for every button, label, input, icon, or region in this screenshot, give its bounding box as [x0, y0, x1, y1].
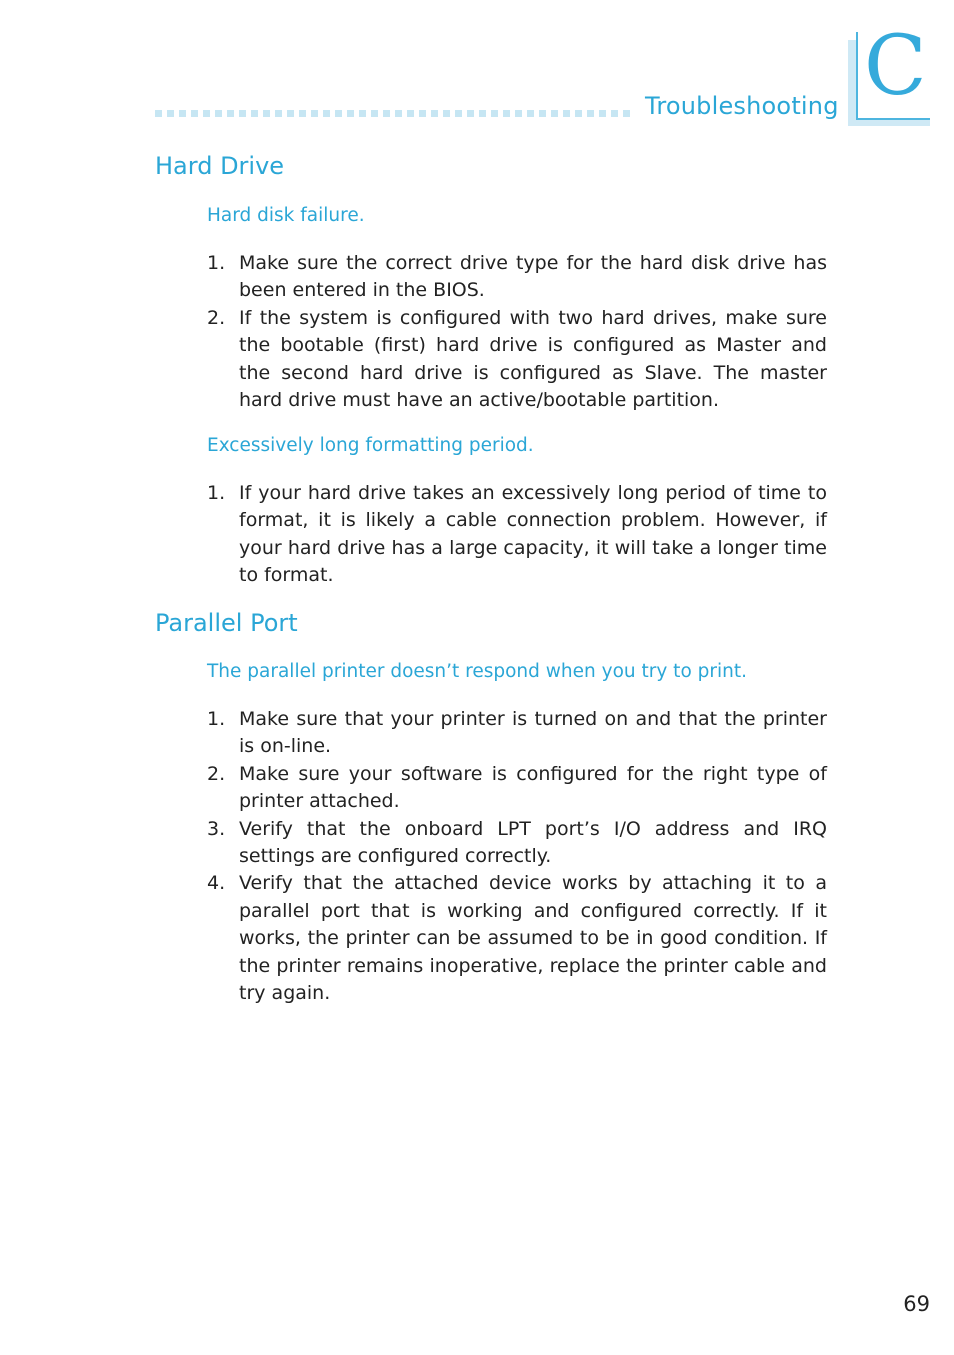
header-dot	[395, 110, 402, 117]
subsection-title-long-formatting: Excessively long formatting period.	[207, 435, 534, 456]
section-title-parallel-port: Parallel Port	[155, 609, 298, 637]
header-dot	[467, 110, 474, 117]
header-dot	[455, 110, 462, 117]
header-dot	[515, 110, 522, 117]
chapter-tab-border-left	[856, 32, 858, 120]
header-dot	[539, 110, 546, 117]
header-dot	[179, 110, 186, 117]
list-item	[207, 480, 827, 590]
list-item-number: 3.	[207, 817, 226, 840]
list-item	[207, 870, 827, 1007]
running-header-title: Troubleshooting	[645, 92, 839, 120]
list-item	[207, 706, 827, 761]
list-item	[207, 816, 827, 871]
header-dot	[263, 110, 270, 117]
header-dot	[611, 110, 618, 117]
header-dot	[359, 110, 366, 117]
header-dot	[599, 110, 606, 117]
header-dot	[215, 110, 222, 117]
list-item-text: Make sure that your printer is turned on and that the printer is on-line.	[239, 708, 827, 758]
subsection-title-printer-no-response: The parallel printer doesn’t respond when you try to print.	[207, 661, 747, 682]
chapter-tab-shadow-bottom	[848, 120, 930, 126]
header-dot	[407, 110, 414, 117]
header-dot	[239, 110, 246, 117]
header-dot	[287, 110, 294, 117]
header-dot	[503, 110, 510, 117]
list-item-text: Make sure the correct drive type for the hard disk drive has been entered in the BIOS.	[239, 252, 827, 302]
header-dot	[155, 110, 162, 117]
list-item	[207, 250, 827, 305]
list-item-text: Verify that the onboard LPT port’s I/O address and IRQ settings are configured correctly.	[239, 817, 827, 868]
header-dot	[323, 110, 330, 117]
list-item-number: 2.	[207, 762, 226, 785]
header-dot	[575, 110, 582, 117]
header-dot	[191, 110, 198, 117]
header-dot	[551, 110, 558, 117]
chapter-tab-shadow	[848, 40, 856, 126]
list-long-formatting	[207, 480, 827, 590]
header-dot	[563, 110, 570, 117]
header-dot	[251, 110, 258, 117]
list-printer-no-response	[207, 706, 827, 1007]
page-number: 69	[903, 1292, 930, 1316]
header-dot	[443, 110, 450, 117]
section-title-hard-drive: Hard Drive	[155, 152, 285, 180]
list-item-number: 4.	[207, 872, 226, 895]
list-item-text: Make sure your software is configured for the right type of printer attached.	[239, 762, 827, 813]
list-item-text: If the system is configured with two hard drives, make sure the bootable (first) hard drive is configured as Master and the second hard drive is configured as Slave. The master hard drive must have an active/bootable partition.	[239, 306, 827, 412]
header-dot	[419, 110, 426, 117]
header-dot	[227, 110, 234, 117]
list-item	[207, 305, 827, 415]
header-dot	[431, 110, 438, 117]
header-dot	[167, 110, 174, 117]
list-item-number: 1.	[207, 252, 226, 274]
header-dot	[335, 110, 342, 117]
header-dot	[275, 110, 282, 117]
header-dot	[347, 110, 354, 117]
header-dot	[491, 110, 498, 117]
subsection-title-hard-disk-failure: Hard disk failure.	[207, 205, 365, 226]
header-dotted-rule	[155, 110, 640, 118]
list-hard-disk-failure	[207, 250, 827, 414]
chapter-letter: C	[864, 19, 927, 114]
chapter-tab-border-bottom	[856, 118, 930, 120]
list-item-text: Verify that the attached device works by attaching it to a parallel port that is working and configured correctly. If it works, the printer can be assumed to be in good condition. If the printer remains inoperative, replace the printer cable and try again.	[239, 872, 827, 1005]
header-dot	[311, 110, 318, 117]
header-dot	[371, 110, 378, 117]
header-dot	[587, 110, 594, 117]
header-dot	[479, 110, 486, 117]
list-item-text: If your hard drive takes an excessively long period of time to format, it is likely a cable connection problem. However, if your hard drive has a large capacity, it will take a longer time to format.	[239, 482, 827, 587]
chapter-tab	[848, 19, 930, 126]
header-dot	[527, 110, 534, 117]
list-item-number: 1.	[207, 708, 226, 730]
header-dot	[623, 110, 630, 117]
list-item-number: 2.	[207, 306, 226, 329]
header-dot	[383, 110, 390, 117]
header-dot	[203, 110, 210, 117]
list-item	[207, 761, 827, 816]
header-dot	[299, 110, 306, 117]
list-item-number: 1.	[207, 482, 226, 504]
